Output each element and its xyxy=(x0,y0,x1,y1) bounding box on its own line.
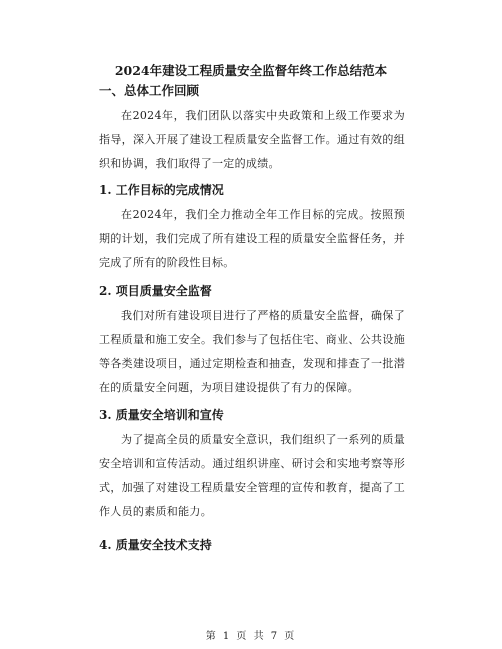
subsection-3-heading: 3. 质量安全培训和宣传 xyxy=(99,408,224,422)
section-heading: 一、总体工作回顾 xyxy=(99,83,200,98)
subsection-1-heading: 1. 工作目标的完成情况 xyxy=(99,183,224,197)
page-footer: 第 1 页 共 7 页 xyxy=(205,631,297,642)
subsection-1-body: 在2024年，我们全力推动全年工作目标的完成。按照预期的计划，我们完成了所有建设工程的质量安全监督任务，并完成了所有的阶段性目标。 xyxy=(99,208,405,269)
subsection-3-body: 为了提高全员的质量安全意识，我们组织了一系列的质量安全培训和宣传活动。通过组织讲座、研讨会和实地考察等形式，加强了对建设工程质量安全管理的宣传和教育，提高了工作人员的素质和能力。 xyxy=(99,433,405,518)
subsection-2-body: 我们对所有建设项目进行了严格的质量安全监督，确保了工程质量和施工安全。我们参与了包括住宅、商业、公共设施等各类建设项目，通过定期检查和抽查，发现和排查了一批潜在的质量安全问题，为项目建设提供了有力的保障。 xyxy=(99,309,405,394)
subsection-4-heading: 4. 质量安全技术支持 xyxy=(99,538,212,552)
document-title: 2024年建设工程质量安全监督年终工作总结范本 xyxy=(114,63,388,78)
intro-paragraph: 在2024年，我们团队以落实中央政策和上级工作要求为指导，深入开展了建设工程质量安全监督工作。通过有效的组织和协调，我们取得了一定的成绩。 xyxy=(99,109,405,170)
subsection-2-heading: 2. 项目质量安全监督 xyxy=(99,284,212,298)
